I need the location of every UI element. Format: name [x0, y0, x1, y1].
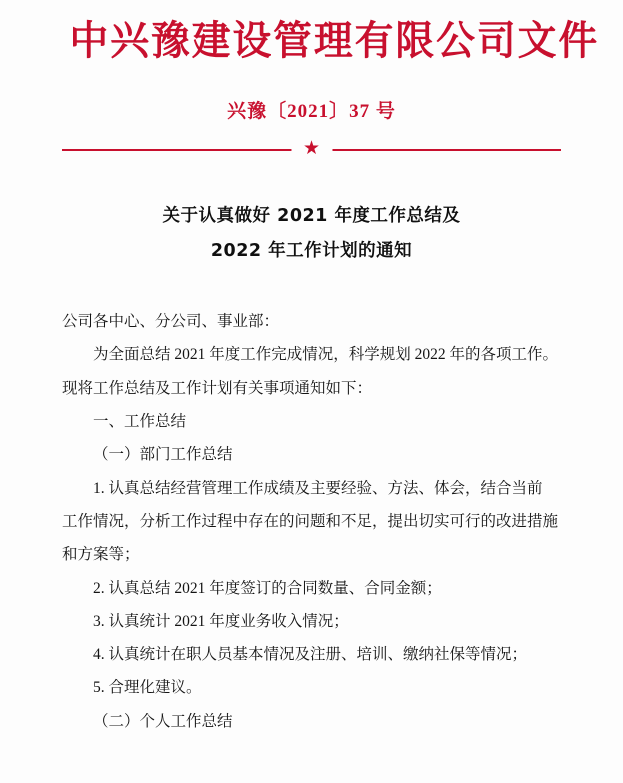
paragraph-subsection-2: （二）个人工作总结 — [93, 712, 233, 730]
paragraph-intro-2: 现将工作总结及工作计划有关事项通知如下： — [62, 379, 373, 397]
paragraph-item-3: 3. 认真统计 2021 年度业务收入情况； — [93, 612, 349, 630]
organization-title: 中兴豫建设管理有限公司文件 — [69, 17, 600, 64]
paragraph-item-5: 5. 合理化建议。 — [93, 679, 202, 697]
paragraph-section-1: 一、工作总结 — [93, 412, 187, 430]
document-title — [62, 199, 561, 269]
paragraph-item-1-a: 1. 认真总结经营管理工作成绩及主要经验、方法、体会，结合当前 — [93, 479, 543, 497]
paragraph-salutation: 公司各中心、分公司、事业部： — [62, 313, 280, 330]
red-star-icon: ★ — [291, 139, 332, 159]
paragraph-subsection-1: （一）部门工作总结 — [93, 446, 233, 464]
document-title-line-1: 关于认真做好 2021 年度工作总结及 — [162, 206, 461, 226]
paragraph-item-2: 2. 认真总结 2021 年度签订的合同数量、合同金额； — [93, 579, 442, 597]
document-title-line-2: 2022 年工作计划的通知 — [210, 241, 413, 261]
paragraph-item-1-b: 工作情况，分析工作过程中存在的问题和不足，提出切实可行的改进措施 — [62, 512, 559, 530]
paragraph-item-4: 4. 认真统计在职人员基本情况及注册、培训、缴纳社保等情况； — [93, 646, 528, 664]
document-body — [62, 305, 561, 738]
paragraph-item-1-c: 和方案等； — [62, 546, 140, 564]
red-separator-rule — [62, 138, 561, 159]
document-number: 兴豫〔2021〕37 号 — [227, 101, 396, 122]
paragraph-intro-1: 为全面总结 2021 年度工作完成情况，科学规划 2022 年的各项工作。 — [93, 346, 559, 364]
document-header — [62, 0, 600, 159]
